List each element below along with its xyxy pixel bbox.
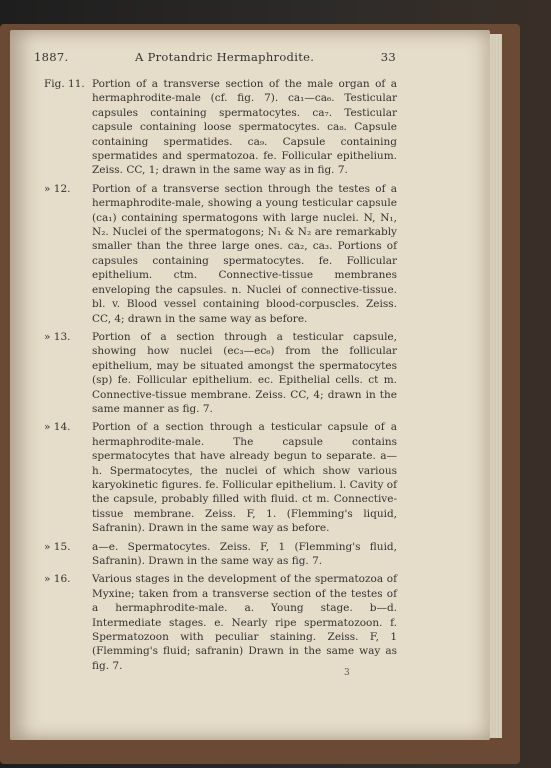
figure-label: » 16. [44, 573, 71, 586]
figure-label: » 12. [44, 182, 71, 195]
running-header [34, 50, 396, 64]
figure-text: Portion of a transverse section of the male organ of a hermaphrodite-male (cf. fig. 7). ca₁—ca₆. Testicular capsules containing spermatocytes. ca₇. Testicular capsule containing loose spermatocytes. ca₈. Capsule containing spermatides. ca₉. Capsule containing spermatides and spermatozoa. fe. Follicular epithelium. Zeiss. CC, 1; drawn in the same way as in fig. 7. [92, 78, 397, 177]
printer-signature-mark: 3 [344, 668, 350, 678]
header-title: A Protandric Hermaphrodite. [135, 50, 315, 64]
figure-explanations [44, 77, 397, 677]
figure-text: Portion of a section through a testicular capsule, showing how nuclei (ec₃—ec₆) from the follicular epithelium, may be situated amongst the spermatocytes (sp) fe. Follicular epithelium. ec. Epithelial cells. ct m. Connective-tissue membrane. Zeiss. CC, 4; drawn in the same manner as fig. 7. [92, 330, 397, 415]
figure-label: Fig. 11. [44, 78, 85, 90]
header-year: 1887. [34, 50, 69, 64]
figure-caption [44, 330, 397, 416]
page-edges [488, 34, 502, 738]
figure-caption [44, 182, 397, 326]
figure-text: Portion of a transverse section through the testes of a hermaphrodite-male, showing a young testicular capsule (ca₁) containing spermatogons with large nuclei. N, N₁, N₂. Nuclei of the spermatogons; N₁ & N₂ are remarkably smaller than the three large ones. ca₂, ca₃. Portions of capsules containing spermatocytes. fe. Follicular epithelium. ctm. Connective-tissue membranes enveloping the capsules. n. Nuclei of connective-tissue. bl. v. Blood vessel containing blood-corpuscles. Zeiss. CC, 4; drawn in the same way as before. [92, 182, 397, 325]
figure-text: Portion of a section through a testicular capsule of a hermaphrodite-male. The capsule contains spermatocytes that have already begun to separate. a—h. Spermatocytes, the nuclei of which show various karyokinetic figures. fe. Follicular epithelium. l. Cavity of the capsule, probably filled with fluid. ct m. Connective-tissue membrane. Zeiss. F, 1. (Flemming's liquid, Safranin). Drawn in the same way as before. [92, 421, 397, 535]
header-page-number: 33 [380, 50, 396, 64]
figure-caption [44, 420, 397, 535]
figure-caption [44, 77, 397, 178]
figure-text: a—e. Spermatocytes. Zeiss. F, 1 (Flemming's fluid, Safranin). Drawn in the same way as fig. 7. [92, 540, 397, 567]
figure-label: » 14. [44, 421, 71, 434]
figure-text: Various stages in the development of the spermatozoa of Myxine; taken from a transverse section of the testes of a hermaphrodite-male. a. Young stage. b—d. Intermediate stages. e. Nearly ripe spermatozoon. f. Spermatozoon with peculiar staining. Zeiss. F, 1 (Flemming's fluid; safranin) Drawn in the same way as fig. 7. [92, 573, 397, 672]
figure-caption [44, 540, 397, 569]
figure-caption [44, 572, 397, 673]
figure-label: » 15. [44, 540, 71, 553]
figure-label: » 13. [44, 330, 71, 343]
